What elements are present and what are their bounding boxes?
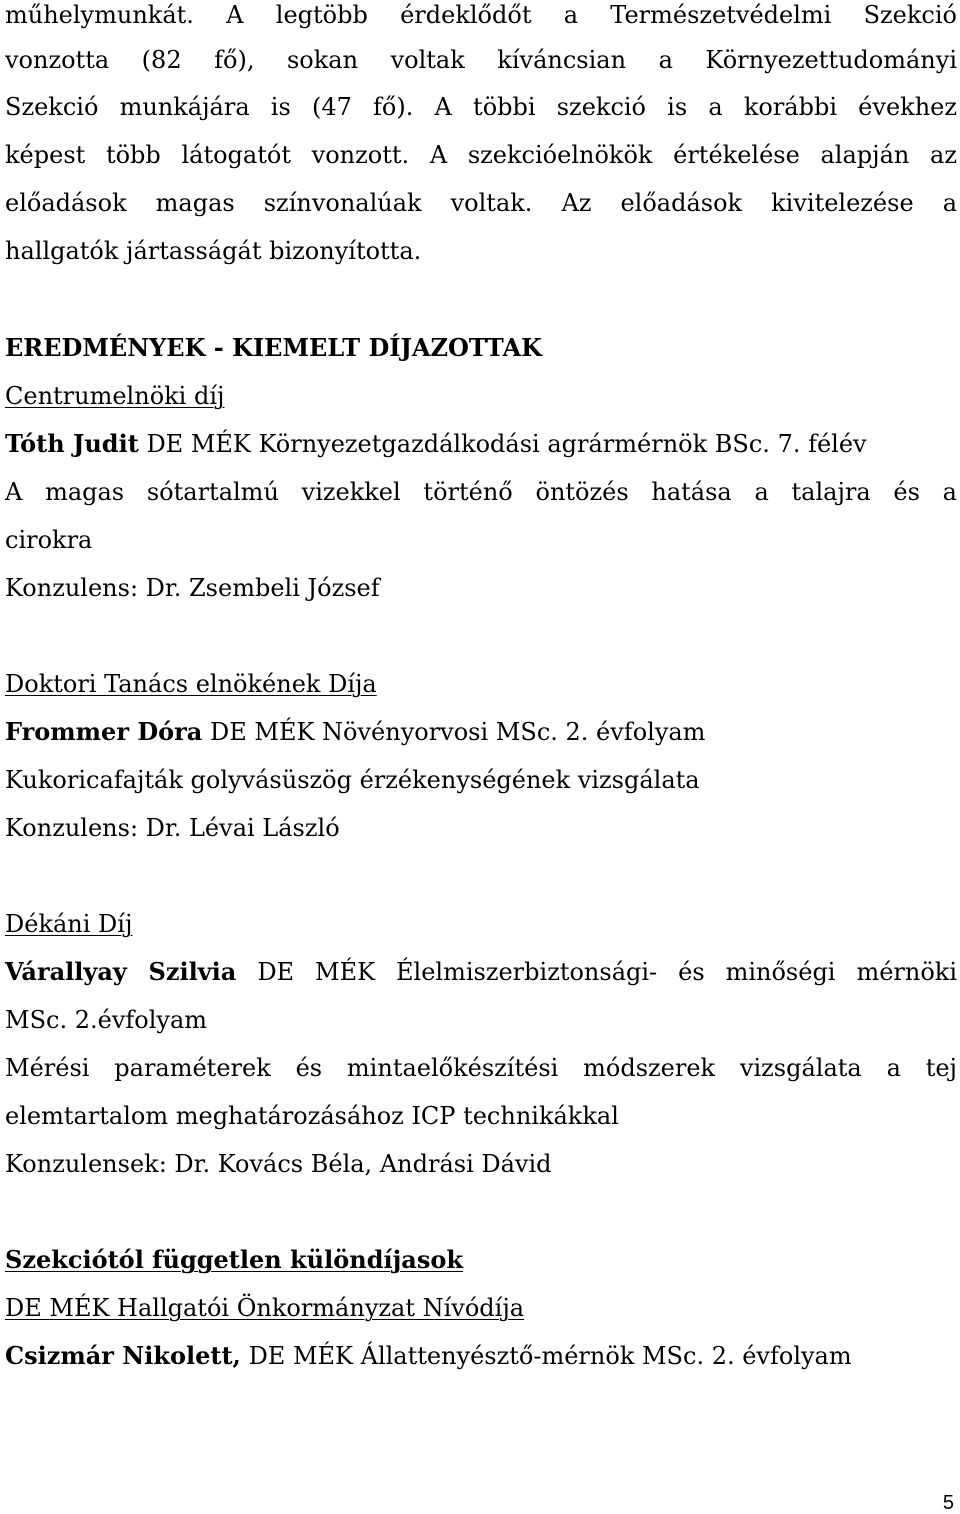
results-heading: EREDMÉNYEK - KIEMELT DÍJAZOTTAK bbox=[5, 333, 542, 362]
thesis-title-line-2: elemtartalom meghatározásához ICP technikákkal bbox=[5, 1102, 619, 1130]
recipient-name: Várallyay Szilvia bbox=[5, 957, 237, 986]
award-title-text: Dékáni Díj bbox=[5, 910, 133, 938]
intro-line-2: vonzotta (82 fő), sokan voltak kíváncsian a Környezettudományi bbox=[5, 46, 957, 74]
award-title-text: Centrumelnöki díj bbox=[5, 382, 225, 410]
thesis-title-line-1: Kukoricafajták golyvásüszög érzékenységének vizsgálata bbox=[5, 766, 700, 794]
award-title-centrumelnoki bbox=[5, 381, 957, 411]
recipient-program: DE MÉK Környezetgazdálkodási agrármérnök BSc. 7. félév bbox=[146, 430, 867, 458]
thesis-title-line-1: A magas sótartalmú vizekkel történő öntözés hatása a talajra és a bbox=[5, 478, 957, 506]
award-title-doktori bbox=[5, 669, 957, 699]
special-award-title bbox=[5, 1293, 957, 1323]
award-title-dekani bbox=[5, 909, 957, 939]
award-recipient-line bbox=[5, 429, 957, 459]
recipient-name: Csizmár Nikolett, bbox=[5, 1341, 241, 1370]
recipient-program: DE MÉK Állattenyésztő-mérnök MSc. 2. évfolyam bbox=[248, 1342, 852, 1370]
intro-line-4: képest több látogatót vonzott. A szekcióelnökök értékelése alapján az bbox=[5, 141, 957, 169]
advisor-line: Konzulens: Dr. Zsembeli József bbox=[5, 574, 380, 602]
intro-line-6: hallgatók jártasságát bizonyította. bbox=[5, 237, 422, 265]
award-title-text: Doktori Tanács elnökének Díja bbox=[5, 670, 377, 698]
award-recipient-line bbox=[5, 957, 957, 987]
recipient-program: DE MÉK Élelmiszerbiztonsági- és minőségi mérnöki bbox=[257, 958, 958, 986]
special-recipient-line bbox=[5, 1341, 957, 1371]
recipient-name: Tóth Judit bbox=[5, 429, 139, 458]
intro-line-3: Szekció munkájára is (47 fő). A többi szekció is a korábbi évekhez bbox=[5, 93, 957, 121]
thesis-title-line-1: Mérési paraméterek és mintaelőkészítési módszerek vizsgálata a tej bbox=[5, 1054, 957, 1082]
award-recipient-line bbox=[5, 717, 957, 747]
thesis-title-line-2: cirokra bbox=[5, 526, 93, 554]
advisor-line: Konzulens: Dr. Lévai László bbox=[5, 814, 340, 842]
intro-line-1: műhelymunkát. A legtöbb érdeklődőt a Természetvédelmi Szekció bbox=[5, 1, 957, 29]
advisor-line: Konzulensek: Dr. Kovács Béla, Andrási Dávid bbox=[5, 1150, 552, 1178]
recipient-name: Frommer Dóra bbox=[5, 717, 203, 746]
recipient-program: DE MÉK Növényorvosi MSc. 2. évfolyam bbox=[209, 718, 706, 746]
special-heading-text: Szekciótól független különdíjasok bbox=[5, 1245, 463, 1274]
special-title-text: DE MÉK Hallgatói Önkormányzat Nívódíja bbox=[5, 1294, 525, 1322]
special-awards-heading bbox=[5, 1245, 957, 1275]
recipient-program-line-2: MSc. 2.évfolyam bbox=[5, 1006, 208, 1034]
page-number: 5 bbox=[942, 1492, 954, 1514]
intro-line-5: előadások magas színvonalúak voltak. Az előadások kivitelezése a bbox=[5, 189, 957, 217]
